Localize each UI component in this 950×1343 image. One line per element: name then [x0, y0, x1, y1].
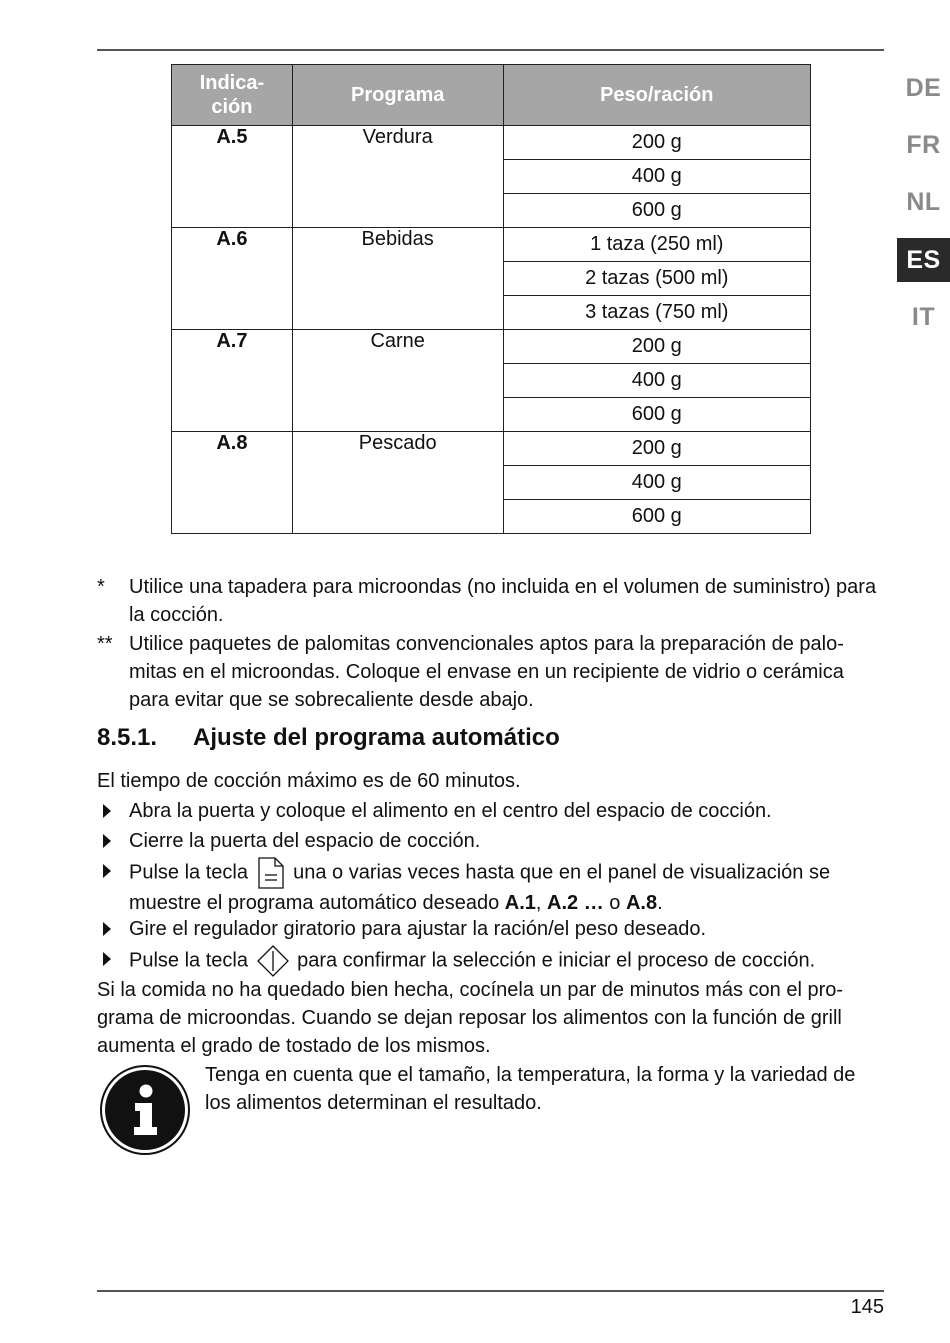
step-text: Abra la puerta y coloque el alimento en el centro del espacio de cocción. — [129, 800, 772, 822]
table-row — [172, 228, 811, 262]
footnote-mark: * — [97, 576, 105, 598]
program-cell: Bebidas — [292, 228, 503, 330]
indicator-cell: A.5 — [172, 126, 293, 228]
table-row — [172, 126, 811, 160]
step-item — [97, 915, 887, 943]
portion-cell: 200 g — [503, 432, 810, 466]
lang-tab-nl[interactable]: NL — [906, 188, 941, 216]
separator: , — [535, 892, 548, 914]
info-icon — [99, 1064, 191, 1156]
footnote-text: Utilice una tapadera para microondas (no incluida en el volumen de suministro) para la cocción. — [129, 576, 877, 626]
section-number: 8.5.1. — [97, 724, 158, 751]
program-cell: Carne — [292, 330, 503, 432]
step-item — [97, 857, 887, 917]
diamond-start-key-icon — [257, 945, 289, 977]
arrow-bullet-icon — [103, 804, 111, 818]
arrow-bullet-icon — [103, 864, 111, 878]
step-text-part: una o varias veces hasta que en el panel de visualización se muestre el programa automático deseado — [129, 861, 831, 914]
separator: o — [603, 892, 626, 914]
portion-cell: 1 taza (250 ml) — [503, 228, 810, 262]
top-rule — [97, 49, 884, 51]
step-text: Gire el regulador giratorio para ajustar la ración/el peso deseado. — [129, 918, 707, 940]
header-indicator: Indica- ción — [172, 65, 293, 126]
portion-cell: 600 g — [503, 500, 810, 534]
arrow-bullet-icon — [103, 834, 111, 848]
outro-text: Si la comida no ha quedado bien hecha, cocínela un par de minutos más con el pro-grama de microondas. Cuando se dejan reposar los alimentos con la función de grill aumenta el grado de tostado de los mismos. — [97, 979, 844, 1057]
footnote-mark: ** — [97, 633, 113, 655]
indicator-cell: A.7 — [172, 330, 293, 432]
portion-cell: 400 g — [503, 364, 810, 398]
table-row — [172, 330, 811, 364]
lang-tab-de[interactable]: DE — [905, 74, 942, 102]
step-item — [97, 797, 887, 825]
step-item — [97, 945, 887, 977]
indicator-cell: A.6 — [172, 228, 293, 330]
lang-tab-es[interactable]: ES — [897, 238, 950, 282]
indicator-cell: A.8 — [172, 432, 293, 534]
arrow-bullet-icon — [103, 922, 111, 936]
footnote-text: Utilice paquetes de palomitas convencionales aptos para la preparación de palo-mitas en el microondas. Coloque el envase en un recipiente de vidrio o cerámica para evitar que se sobrecaliente desde abajo. — [129, 633, 844, 711]
portion-cell: 400 g — [503, 466, 810, 500]
step-text: Cierre la puerta del espacio de cocción. — [129, 830, 481, 852]
arrow-bullet-icon — [103, 952, 111, 966]
document-key-icon — [257, 857, 285, 889]
footnote-single — [97, 573, 887, 629]
header-portion: Peso/ración — [503, 65, 810, 126]
program-code: A.8 — [625, 892, 658, 914]
section-title: Ajuste del programa automático — [193, 724, 560, 751]
bottom-rule — [97, 1290, 884, 1292]
portion-cell: 400 g — [503, 160, 810, 194]
step-item — [97, 827, 887, 855]
lang-tab-fr[interactable]: FR — [906, 131, 941, 159]
page-number: 145 — [850, 1296, 884, 1318]
portion-cell: 200 g — [503, 330, 810, 364]
lang-tab-it[interactable]: IT — [911, 303, 936, 331]
portion-cell: 200 g — [503, 126, 810, 160]
program-code: A.2 … — [547, 892, 604, 914]
program-code: A.1 — [504, 892, 536, 914]
step-text-part: Pulse la tecla — [129, 861, 248, 884]
step-text — [129, 945, 887, 977]
portion-cell: 2 tazas (500 ml) — [503, 262, 810, 296]
program-cell: Pescado — [292, 432, 503, 534]
info-note-text: Tenga en cuenta que el tamaño, la temperatura, la forma y la variedad de los alimentos determinan el resultado. — [205, 1064, 856, 1114]
step-text-part: para confirmar la selección e iniciar el proceso de cocción. — [297, 949, 816, 972]
auto-program-table — [171, 64, 811, 534]
header-program: Programa — [292, 65, 503, 126]
portion-cell: 600 g — [503, 398, 810, 432]
footnote-double — [97, 630, 887, 714]
table-row — [172, 432, 811, 466]
portion-cell: 3 tazas (750 ml) — [503, 296, 810, 330]
section-heading — [97, 724, 560, 752]
step-text — [129, 857, 887, 917]
step-text-part: Pulse la tecla — [129, 949, 248, 972]
intro-text: El tiempo de cocción máximo es de 60 minutos. — [97, 770, 521, 792]
portion-cell: 600 g — [503, 194, 810, 228]
program-cell: Verdura — [292, 126, 503, 228]
separator: . — [657, 892, 663, 914]
